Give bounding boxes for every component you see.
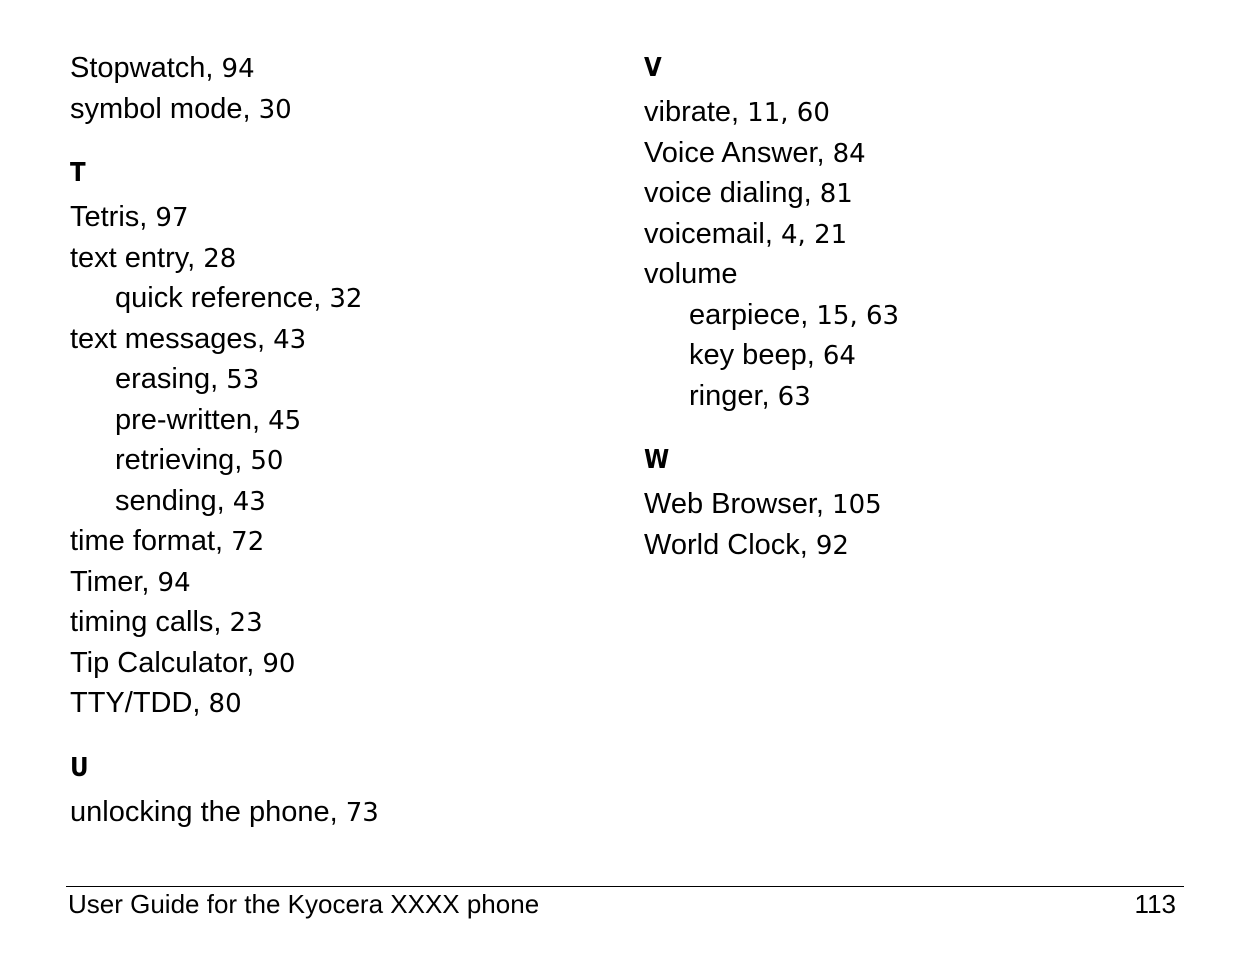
index-subentry — [70, 481, 610, 522]
page-footer — [66, 886, 1184, 927]
index-entry — [70, 319, 610, 360]
index-section-letter: W — [644, 445, 670, 475]
index-page-numbers: 92 — [815, 530, 849, 561]
index-term: voice dialing, — [644, 177, 820, 209]
index-term: earpiece, — [689, 298, 817, 331]
index-page-numbers: 11, 60 — [747, 98, 830, 128]
index-page-numbers: 32 — [329, 284, 363, 314]
index-entry — [70, 602, 610, 643]
index-entry — [644, 254, 1184, 295]
index-page-numbers: 28 — [203, 243, 237, 274]
index-term: ringer, — [689, 379, 778, 412]
index-page-numbers: 90 — [262, 648, 296, 679]
index-term: retrieving, — [115, 444, 251, 476]
index-term: volume — [644, 258, 738, 290]
index-subentry — [644, 376, 1184, 417]
index-page-numbers: 80 — [208, 689, 242, 719]
index-term: TTY/TDD, — [70, 687, 209, 719]
index-page-numbers: 64 — [822, 341, 856, 371]
index-page-numbers: 105 — [832, 490, 882, 520]
index-page-numbers: 94 — [157, 567, 191, 598]
index-entry — [70, 48, 610, 89]
index-page-numbers: 4, 21 — [781, 219, 848, 250]
index-term: Tip Calculator, — [70, 646, 263, 679]
index-entry — [70, 521, 610, 562]
index-term: text entry, — [70, 241, 204, 274]
index-page-numbers: 23 — [229, 608, 263, 638]
index-column-left — [70, 48, 610, 832]
index-entry — [70, 238, 610, 279]
index-entry — [644, 173, 1184, 214]
index-page-numbers: 81 — [819, 179, 853, 209]
index-term: voicemail, — [644, 217, 781, 250]
index-subentry — [70, 359, 610, 400]
index-term: vibrate, — [644, 96, 748, 128]
index-entry — [644, 525, 1184, 566]
index-page-numbers: 72 — [231, 527, 265, 557]
index-entry — [70, 197, 610, 238]
index-subentry — [70, 278, 610, 319]
index-page-numbers: 45 — [268, 405, 302, 436]
index-term: key beep, — [689, 339, 823, 371]
index-page-numbers: 97 — [155, 203, 189, 233]
index-section-letter: U — [70, 752, 89, 783]
index-entry — [644, 214, 1184, 255]
index-term: Web Browser, — [644, 488, 833, 520]
index-term: erasing, — [115, 363, 227, 395]
index-page-numbers: 50 — [250, 446, 284, 476]
index-term: Timer, — [70, 565, 158, 598]
index-term: Tetris, — [70, 201, 156, 233]
index-entry — [70, 683, 610, 724]
index-term: unlocking the phone, — [70, 795, 346, 828]
index-page-numbers: 30 — [258, 94, 292, 125]
index-page-numbers: 43 — [273, 324, 307, 355]
index-entry — [644, 92, 1184, 133]
index-term: symbol mode, — [70, 92, 259, 125]
index-term: World Clock, — [644, 528, 816, 561]
index-page-numbers: 43 — [232, 486, 266, 517]
footer-page-number: 113 — [1134, 889, 1176, 919]
index-subentry — [644, 335, 1184, 376]
index-section-letter: V — [644, 53, 662, 83]
index-column-right — [644, 48, 1184, 565]
index-entry — [70, 89, 610, 130]
index-term: quick reference, — [115, 282, 330, 314]
index-section-letter: T — [70, 158, 86, 188]
index-entry — [70, 792, 610, 833]
index-page-numbers: 63 — [777, 381, 811, 412]
index-term: time format, — [70, 525, 232, 557]
index-term: Voice Answer, — [644, 136, 833, 169]
index-entry — [70, 562, 610, 603]
index-page-numbers: 94 — [221, 54, 255, 84]
index-entry — [70, 643, 610, 684]
index-term: text messages, — [70, 322, 274, 355]
index-subentry — [70, 400, 610, 441]
index-subentry — [70, 440, 610, 481]
index-subentry — [644, 295, 1184, 336]
index-page-numbers: 73 — [345, 797, 379, 828]
index-term: timing calls, — [70, 606, 230, 638]
index-entry — [644, 133, 1184, 174]
index-page-numbers: 84 — [832, 138, 866, 169]
index-page-numbers: 15, 63 — [816, 300, 900, 331]
index-term: Stopwatch, — [70, 52, 222, 84]
index-term: pre-written, — [115, 403, 269, 436]
index-page-numbers: 53 — [226, 365, 260, 395]
footer-title: User Guide for the Kyocera XXXX phone — [68, 889, 540, 919]
index-entry — [644, 484, 1184, 525]
index-term: sending, — [115, 484, 233, 517]
